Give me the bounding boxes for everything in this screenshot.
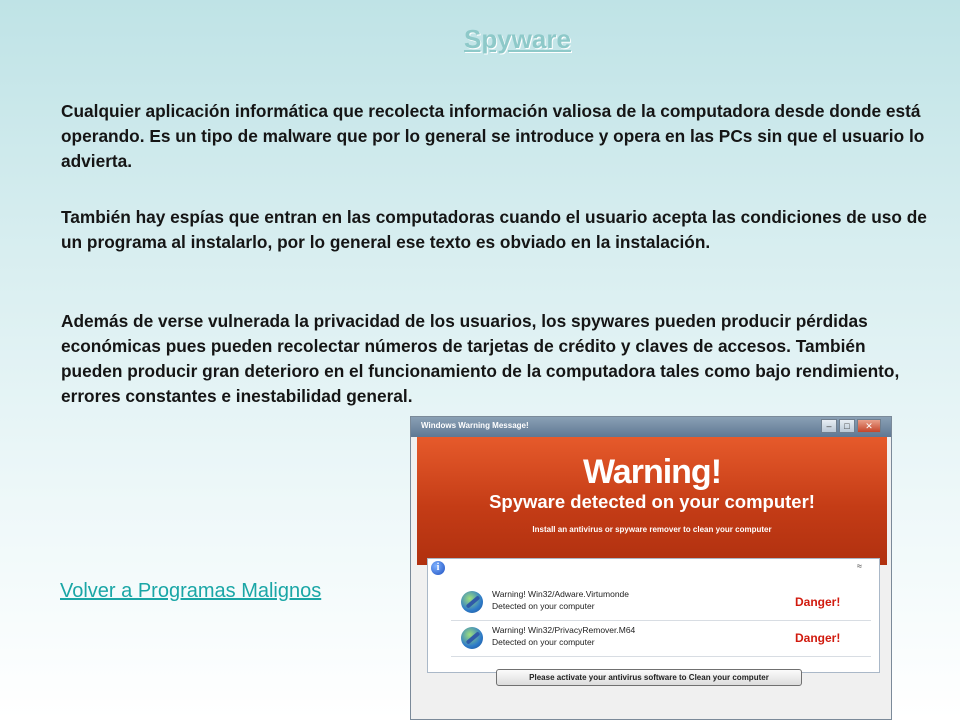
- info-icon: i: [431, 561, 445, 575]
- window-titlebar: [411, 417, 891, 437]
- threat-status: Detected on your computer: [492, 637, 595, 647]
- paragraph-installation: También hay espías que entran en las computadoras cuando el usuario acepta las condiciones de uso de un programa al instalarlo, por lo general ese texto es obviado en la instalación.: [61, 207, 927, 252]
- warning-subheading: Spyware detected on your computer!: [489, 491, 815, 512]
- warning-heading: Warning!: [582, 453, 722, 491]
- row-divider: [451, 656, 871, 657]
- activate-antivirus-button: Please activate your antivirus software to Clean your computer: [496, 669, 802, 686]
- globe-icon: [461, 591, 483, 613]
- maximize-button: □: [839, 419, 855, 433]
- close-button: ✕: [857, 419, 881, 433]
- threat-row: [451, 587, 871, 621]
- collapse-icon: ≈: [857, 561, 862, 571]
- warning-window-image: [410, 416, 892, 720]
- threat-name: Warning! Win32/PrivacyRemover.M64: [492, 625, 636, 635]
- danger-label: Danger!: [795, 595, 841, 609]
- paragraph-definition: Cualquier aplicación informática que recolecta información valiosa de la computadora desde donde está operando. Es un tipo de malware que por lo general se introduce y opera en las PCs sin que el usuario lo advierta.: [61, 101, 925, 171]
- globe-icon: [461, 627, 483, 649]
- warning-banner: [417, 437, 887, 565]
- window-title: Windows Warning Message!: [421, 421, 529, 430]
- back-to-malware-link[interactable]: Volver a Programas Malignos: [60, 580, 322, 602]
- threat-status: Detected on your computer: [492, 601, 595, 611]
- warning-note: Install an antivirus or spyware remover to clean your computer: [532, 525, 772, 534]
- minimize-button: –: [821, 419, 837, 433]
- threat-row: [451, 623, 871, 657]
- row-divider: [451, 620, 871, 621]
- page-title: Spyware: [464, 24, 571, 54]
- threat-name: Warning! Win32/Adware.Virtumonde: [492, 589, 630, 599]
- danger-label: Danger!: [795, 631, 841, 645]
- paragraph-consequences: Además de verse vulnerada la privacidad de los usuarios, los spywares pueden producir pérdidas económicas pues pueden recolectar números de tarjetas de crédito y claves de accesos. También pueden producir gran deterioro en el funcionamiento de la computadora tales como bajo rendimiento, errores constantes e inestabilidad general.: [61, 311, 900, 406]
